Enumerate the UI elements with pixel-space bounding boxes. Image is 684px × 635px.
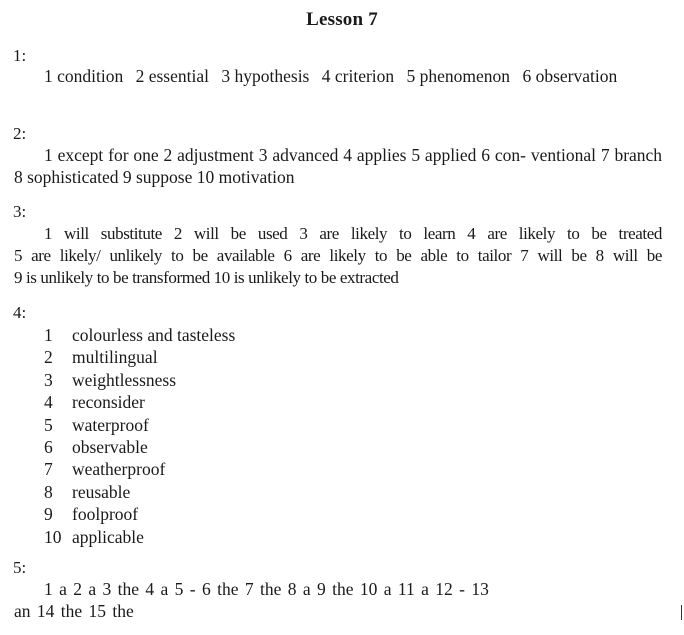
answer-item: 4 are likely to be treated	[467, 224, 662, 243]
section-4-word-list	[44, 324, 235, 548]
list-item	[44, 481, 235, 503]
list-item	[44, 369, 235, 391]
list-item-word: reconsider	[72, 392, 145, 413]
list-item	[44, 346, 235, 368]
section-2-label: 2:	[13, 124, 27, 143]
answer-item: 6 con-	[481, 145, 526, 165]
answer-item: 5 applied	[411, 145, 477, 165]
answer-item: 5 phenomenon	[406, 66, 511, 86]
list-item-word: observable	[72, 436, 148, 457]
section-3-label: 3:	[13, 202, 27, 221]
list-item-number: 4	[44, 392, 53, 413]
answer-item: ventional	[530, 145, 596, 165]
list-item-word: applicable	[72, 526, 144, 547]
list-item	[44, 414, 235, 436]
list-item	[44, 526, 235, 548]
answer-item: 3 advanced	[258, 145, 339, 165]
list-item-word: reusable	[72, 481, 131, 502]
list-item	[44, 436, 235, 458]
list-item-number: 6	[44, 436, 53, 457]
answer-item: 5 are likely/ unlikely to be available	[14, 246, 275, 265]
list-item-word: multilingual	[72, 347, 158, 368]
answer-item: 2 will be used	[173, 224, 288, 243]
list-item-word: waterproof	[72, 414, 149, 435]
answer-item: 2 essential	[135, 66, 209, 86]
list-item-word: foolproof	[72, 504, 139, 525]
section-3-answers	[14, 223, 662, 289]
list-item-number: 1	[44, 325, 53, 345]
answer-item: 3 are likely to learn	[299, 224, 456, 243]
answer-item: 9 is unlikely to be transformed	[14, 268, 210, 287]
list-item-number: 8	[44, 481, 53, 502]
scan-edge-mark	[681, 605, 682, 620]
list-item	[44, 503, 235, 525]
list-item	[44, 458, 235, 480]
section-5-answers-line-1: 1 a 2 a 3 the 4 a 5 - 6 the 7 the 8 a 9 the 10 a 11 a 12 - 13	[44, 579, 489, 599]
answer-item: 4 applies	[343, 145, 407, 165]
list-item	[44, 391, 235, 413]
answer-item: 1 condition	[44, 66, 124, 86]
answer-item: 8	[595, 246, 604, 265]
answer-item: 3 hypothesis	[221, 66, 310, 86]
list-item-word: colourless and tasteless	[72, 325, 236, 345]
list-item-word: weightlessness	[72, 369, 177, 390]
answer-item: 4 criterion	[321, 66, 395, 86]
list-item-number: 7	[44, 459, 53, 480]
answer-item: 1 except for one	[44, 145, 159, 165]
list-item-number: 2	[44, 347, 53, 368]
section-2-answers	[14, 144, 662, 188]
list-item-word: weatherproof	[72, 459, 166, 480]
answer-item: 6	[522, 66, 532, 86]
answer-item: 1 will substitute	[44, 224, 162, 243]
answer-item: 6 are likely to be able to tailor	[283, 246, 512, 265]
answer-item: 2 adjustment	[163, 145, 254, 165]
list-item-number: 9	[44, 504, 53, 525]
page-title: Lesson 7	[306, 9, 378, 30]
answer-item: 10 motivation	[196, 167, 295, 187]
list-item	[44, 324, 235, 346]
section-1-answers	[14, 65, 662, 87]
answer-item: 7 branch	[600, 145, 663, 165]
list-item-number: 10	[44, 526, 62, 547]
list-item-number: 3	[44, 369, 53, 390]
answer-item: 8 sophisticated	[14, 167, 119, 187]
answer-item: 10 is unlikely to be extracted	[213, 268, 399, 287]
section-5-label: 5:	[13, 558, 27, 577]
answer-item: 7 will be	[520, 246, 587, 265]
answer-item: 9 suppose	[122, 167, 193, 187]
section-5-answers-line-2: an 14 the 15 the	[14, 601, 134, 621]
answer-item: observation	[535, 66, 618, 86]
answer-item: will be	[612, 246, 662, 265]
section-4-label: 4:	[13, 303, 27, 322]
list-item-number: 5	[44, 414, 53, 435]
section-1-label: 1:	[13, 46, 27, 65]
